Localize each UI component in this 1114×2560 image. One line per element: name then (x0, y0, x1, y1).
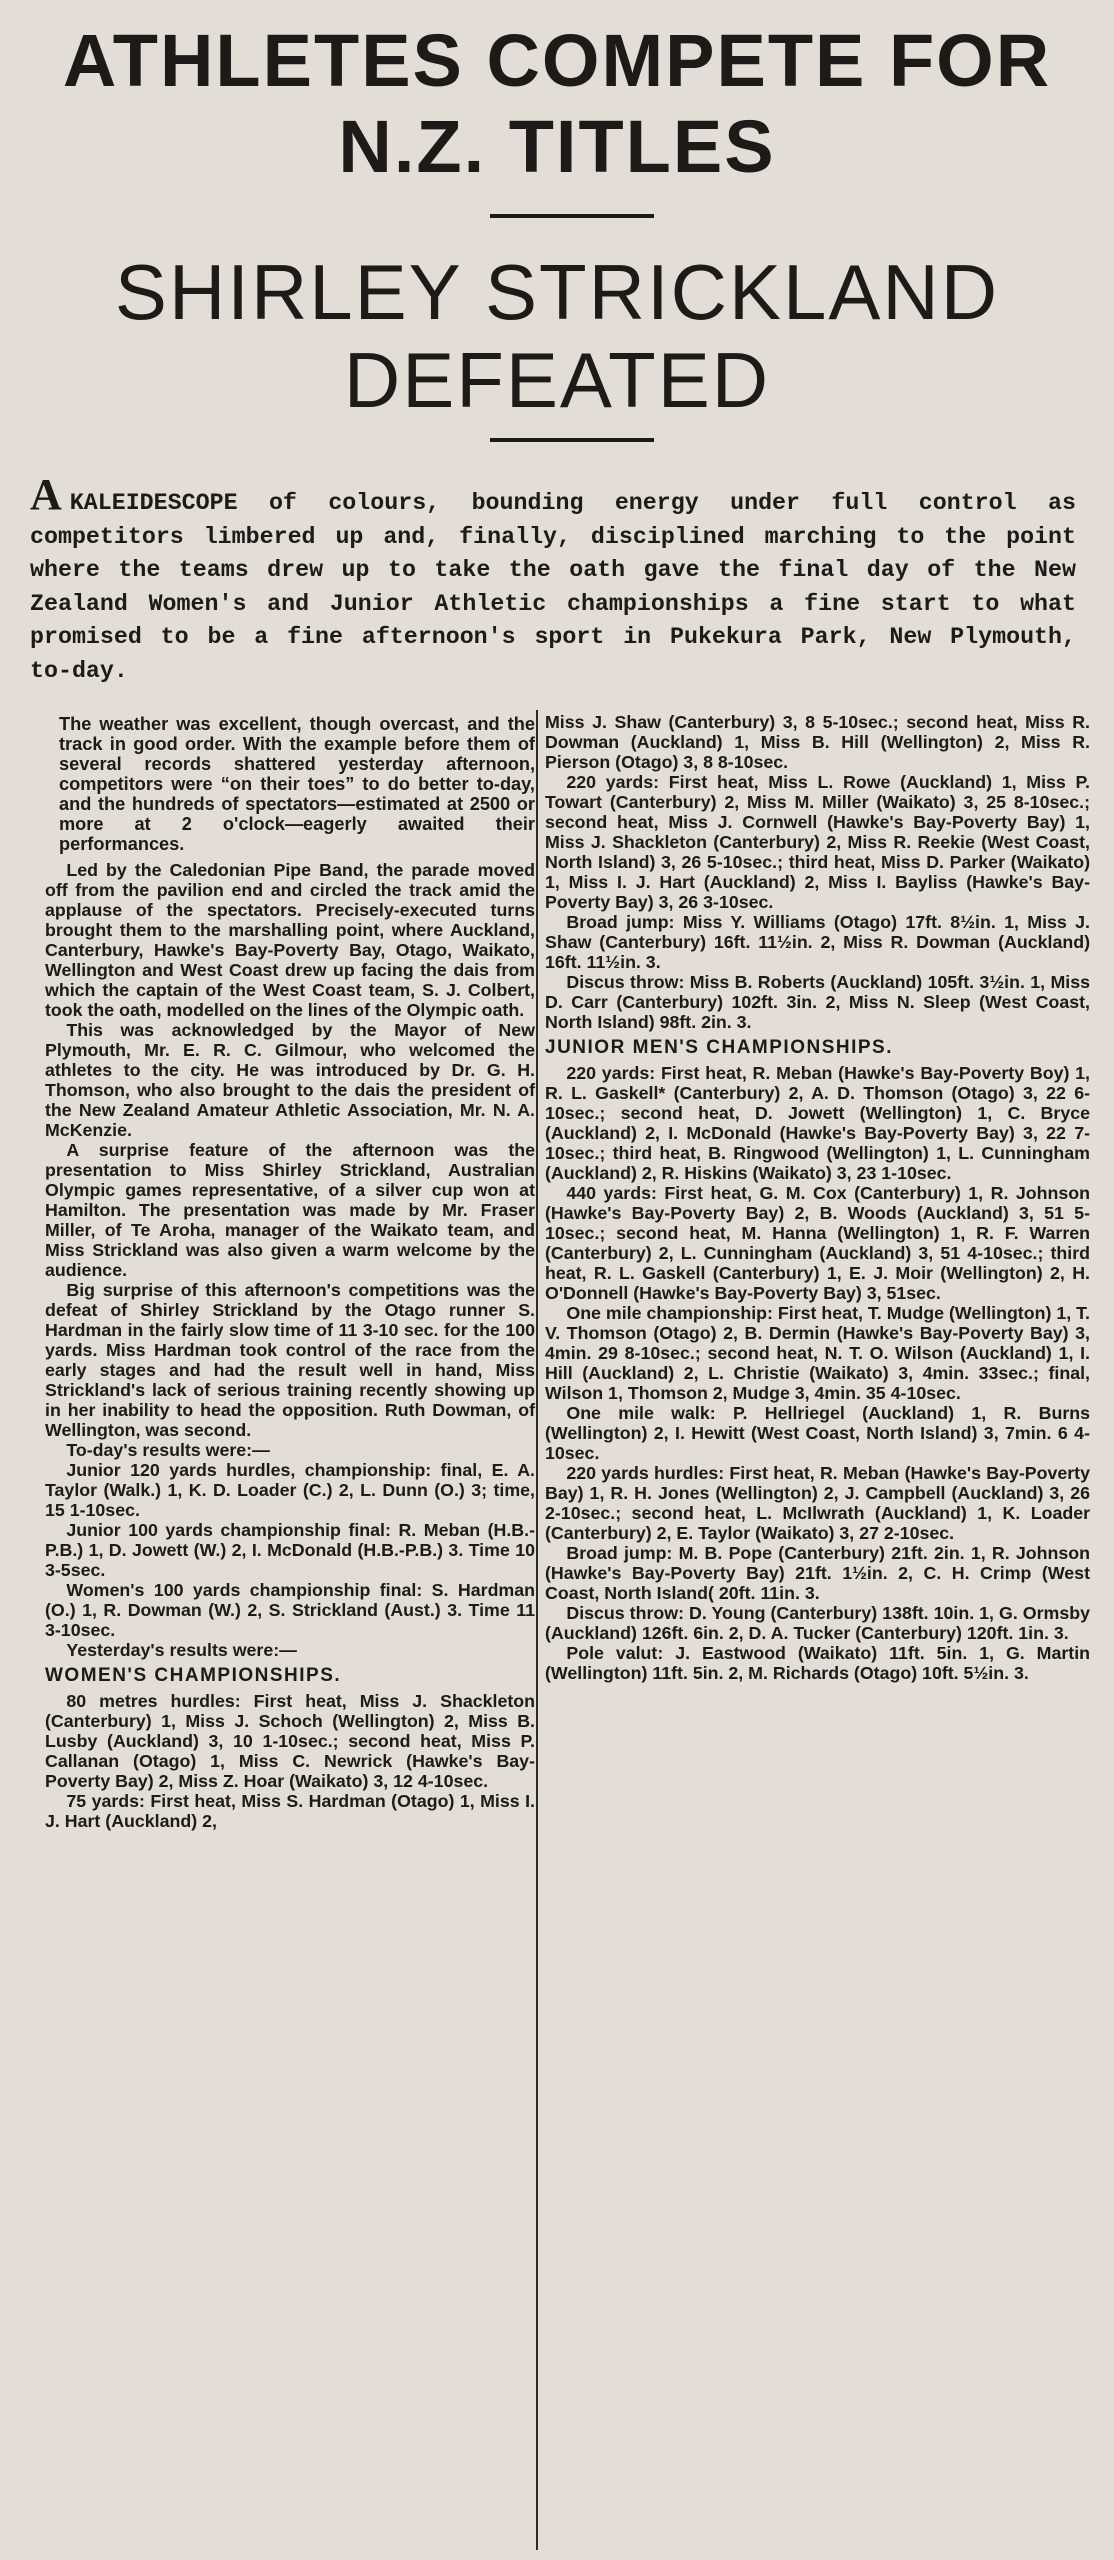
result-paragraph: 80 metres hurdles: First heat, Miss J. Shackleton (Canterbury) 1, Miss J. Schoch (Wellington) 2, Miss B. Lusby (Auckland) 3, 10 1-10sec.; second heat, Miss P. Callanan (Otago) 1, Miss C. Newrick (Hawke's Bay-Poverty Bay) 2, Miss Z. Hoar (Waikato) 3, 12 4-10sec. (45, 1691, 535, 1791)
headline-rule-bottom (490, 438, 654, 442)
main-headline (0, 18, 1114, 190)
result-paragraph: Broad jump: M. B. Pope (Canterbury) 21ft. 2in. 1, R. Johnson (Hawke's Bay-Poverty Bay) 21ft. 1½in. 2, C. H. Crimp (West Coast, North Island( 20ft. 11in. 3. (545, 1543, 1090, 1603)
sub-headline-line-2: DEFEATED (343, 336, 771, 424)
result-paragraph: Junior 100 yards championship final: R. Meban (H.B.-P.B.) 1, D. Jowett (W.) 2, I. McDonald (H.B.-P.B.) 3. Time 10 3-5sec. (45, 1520, 535, 1580)
right-column (545, 712, 1090, 1683)
result-paragraph: Pole valut: J. Eastwood (Waikato) 11ft. 5in. 1, G. Martin (Wellington) 11ft. 5in. 2, M. Richards (Otago) 10ft. 5½in. 3. (545, 1643, 1090, 1683)
lead-paragraph: The weather was excellent, though overcast, and the track in good order. With the example before them of several records shattered yesterday afternoon, competitors were “on their toes” to do better to-day, and the hundreds of spectators—estimated at 2500 or more at 2 o'clock—eagerly awaited their performances. (59, 714, 535, 854)
result-paragraph: Junior 120 yards hurdles, championship: final, E. A. Taylor (Walk.) 1, K. D. Loader (C.) 2, L. Dunn (O.) 3; time, 15 1-10sec. (45, 1460, 535, 1520)
result-paragraph: One mile walk: P. Hellriegel (Auckland) 1, R. Burns (Wellington) 2, I. Hewitt (West Coast, North Island) 3, 7min. 6 4-10sec. (545, 1403, 1090, 1463)
sub-headline-line-1: SHIRLEY STRICKLAND (114, 248, 1000, 336)
sub-headline (0, 248, 1114, 424)
result-paragraph: 440 yards: First heat, G. M. Cox (Canterbury) 1, R. Johnson (Hawke's Bay-Poverty Bay) 2, B. Woods (Auckland) 3, 51 5-10sec.; second heat, M. Hanna (Wellington) 1, R. F. Warren (Canterbury) 2, L. Cunningham (Auckland) 3, 51 4-10sec.; third heat, R. L. Gaskell (Canterbury) 1, E. J. Moir (Wellington) 2, H. O'Donnell (Hawke's Bay-Poverty Bay) 3, 51sec. (545, 1183, 1090, 1303)
article-paragraph: Big surprise of this afternoon's competitions was the defeat of Shirley Strickland by the Otago runner S. Hardman in the fairly slow time of 11 3-10 sec. for the 100 yards. Miss Hardman took control of the race from the early stages and had the result well in hand, Miss Strickland's lack of serious training recently showing up in her inability to head the opposition. Ruth Dowman, of Wellington, was second. (45, 1280, 535, 1440)
intro-paragraph (30, 470, 1076, 688)
result-paragraph: One mile championship: First heat, T. Mudge (Wellington) 1, T. V. Thomson (Otago) 2, B. Dermin (Hawke's Bay-Poverty Bay) 3, 4min. 29 8-10sec.; second heat, N. T. O. Wilson (Auckland) 1, I. Hill (Auckland) 2, L. Christie (Waikato) 3, 4min. 33sec.; final, Wilson 1, Thomson 2, Mudge 3, 4min. 35 4-10sec. (545, 1303, 1090, 1403)
result-paragraph: Discus throw: Miss B. Roberts (Auckland) 105ft. 3½in. 1, Miss D. Carr (Canterbury) 102ft. 3in. 2, Miss N. Sleep (West Coast, North Island) 98ft. 2in. 3. (545, 972, 1090, 1032)
column-divider (536, 710, 538, 2550)
intro-text: KALEIDESCOPE of colours, bounding energy under full control as competitors limbered up and, finally, disciplined marching to the point where the teams drew up to take the oath gave the final day of the New Zealand Women's and Junior Athletic championships a fine start to what promised to be a fine afternoon's sport in Pukekura Park, New Plymouth, to-day. (30, 490, 1076, 684)
headline-line-1: ATHLETES COMPETE FOR (62, 19, 1052, 102)
result-paragraph: 220 yards: First heat, Miss L. Rowe (Auckland) 1, Miss P. Towart (Canterbury) 2, Miss M. Miller (Waikato) 3, 25 8-10sec.; second heat, Miss J. Cornwell (Hawke's Bay-Poverty Bay) 1, Miss J. Shackleton (Canterbury) 2, Miss R. Reekie (West Coast, North Island) 3, 26 5-10sec.; third heat, Miss D. Parker (Waikato) 1, Miss I. J. Hart (Auckland) 2, Miss I. Bayliss (Hawke's Bay-Poverty Bay) 3, 26 3-10sec. (545, 772, 1090, 912)
article-paragraph: Yesterday's results were:— (66, 1640, 297, 1660)
result-paragraph: Discus throw: D. Young (Canterbury) 138ft. 10in. 1, G. Ormsby (Auckland) 126ft. 6in. 2, D. A. Tucker (Canterbury) 120ft. 1in. 3. (545, 1603, 1090, 1643)
result-paragraph: Women's 100 yards championship final: S. Hardman (O.) 1, R. Dowman (W.) 2, S. Strickland (Aust.) 3. Time 11 3-10sec. (45, 1580, 535, 1640)
section-heading-junior: JUNIOR MEN'S CHAMPIONSHIPS. (545, 1037, 893, 1058)
result-paragraph: 75 yards: First heat, Miss S. Hardman (Otago) 1, Miss I. J. Hart (Auckland) 2, (45, 1791, 535, 1831)
article-paragraph: Led by the Caledonian Pipe Band, the parade moved off from the pavilion end and circled the track amid the applause of the spectators. Precisely-executed turns brought them to the marshalling point, where Auckland, Canterbury, Hawke's Bay-Poverty Bay, Otago, Waikato, Wellington and West Coast drew up facing the dais from which the captain of the West Coast team, S. J. Colbert, took the oath, modelled on the lines of the Olympic oath. (45, 860, 535, 1020)
section-heading-women: WOMEN'S CHAMPIONSHIPS. (45, 1665, 342, 1686)
article-paragraph: To-day's results were:— (66, 1440, 270, 1460)
result-paragraph: Miss J. Shaw (Canterbury) 3, 8 5-10sec.; second heat, Miss R. Dowman (Auckland) 1, Miss B. Hill (Wellington) 2, Miss R. Pierson (Otago) 3, 8 8-10sec. (545, 712, 1090, 772)
article-paragraph: This was acknowledged by the Mayor of New Plymouth, Mr. E. R. C. Gilmour, who welcomed the athletes to the city. He was introduced by Dr. G. H. Thomson, who also brought to the dais the president of the New Zealand Amateur Athletic Association, Mr. N. A. McKenzie. (45, 1020, 535, 1140)
headline-line-2: N.Z. TITLES (338, 105, 776, 188)
left-column (45, 714, 535, 1831)
drop-cap: A (30, 470, 62, 519)
result-paragraph: Broad jump: Miss Y. Williams (Otago) 17ft. 8½in. 1, Miss J. Shaw (Canterbury) 16ft. 11½in. 2, Miss R. Dowman (Auckland) 16ft. 11½in. 3. (545, 912, 1090, 972)
headline-rule-top (490, 214, 654, 218)
article-paragraph: A surprise feature of the afternoon was the presentation to Miss Shirley Strickland, Australian Olympic games representative, of a silver cup won at Hamilton. The presentation was made by Mr. Fraser Miller, of Te Aroha, manager of the Waikato team, and Miss Strickland was also given a warm welcome by the audience. (45, 1140, 535, 1280)
result-paragraph: 220 yards: First heat, R. Meban (Hawke's Bay-Poverty Boy) 1, R. L. Gaskell* (Canterbury) 2, A. D. Thomson (Otago) 3, 22 6-10sec.; second heat, D. Jowett (Wellington) 1, C. Bryce (Auckland) 2, I. McDonald (Hawke's Bay-Poverty Bay) 3, 22 7-10sec.; third heat, B. Ringwood (Wellington) 1, L. Cunningham (Auckland) 2, R. Hiskins (Waikato) 3, 23 1-10sec. (545, 1063, 1090, 1183)
result-paragraph: 220 yards hurdles: First heat, R. Meban (Hawke's Bay-Poverty Bay) 1, R. H. Jones (Wellington) 2, J. Campbell (Auckland) 3, 26 2-10sec.; second heat, L. McIlwrath (Auckland) 1, K. Loader (Canterbury) 2, E. Taylor (Waikato) 3, 27 2-10sec. (545, 1463, 1090, 1543)
